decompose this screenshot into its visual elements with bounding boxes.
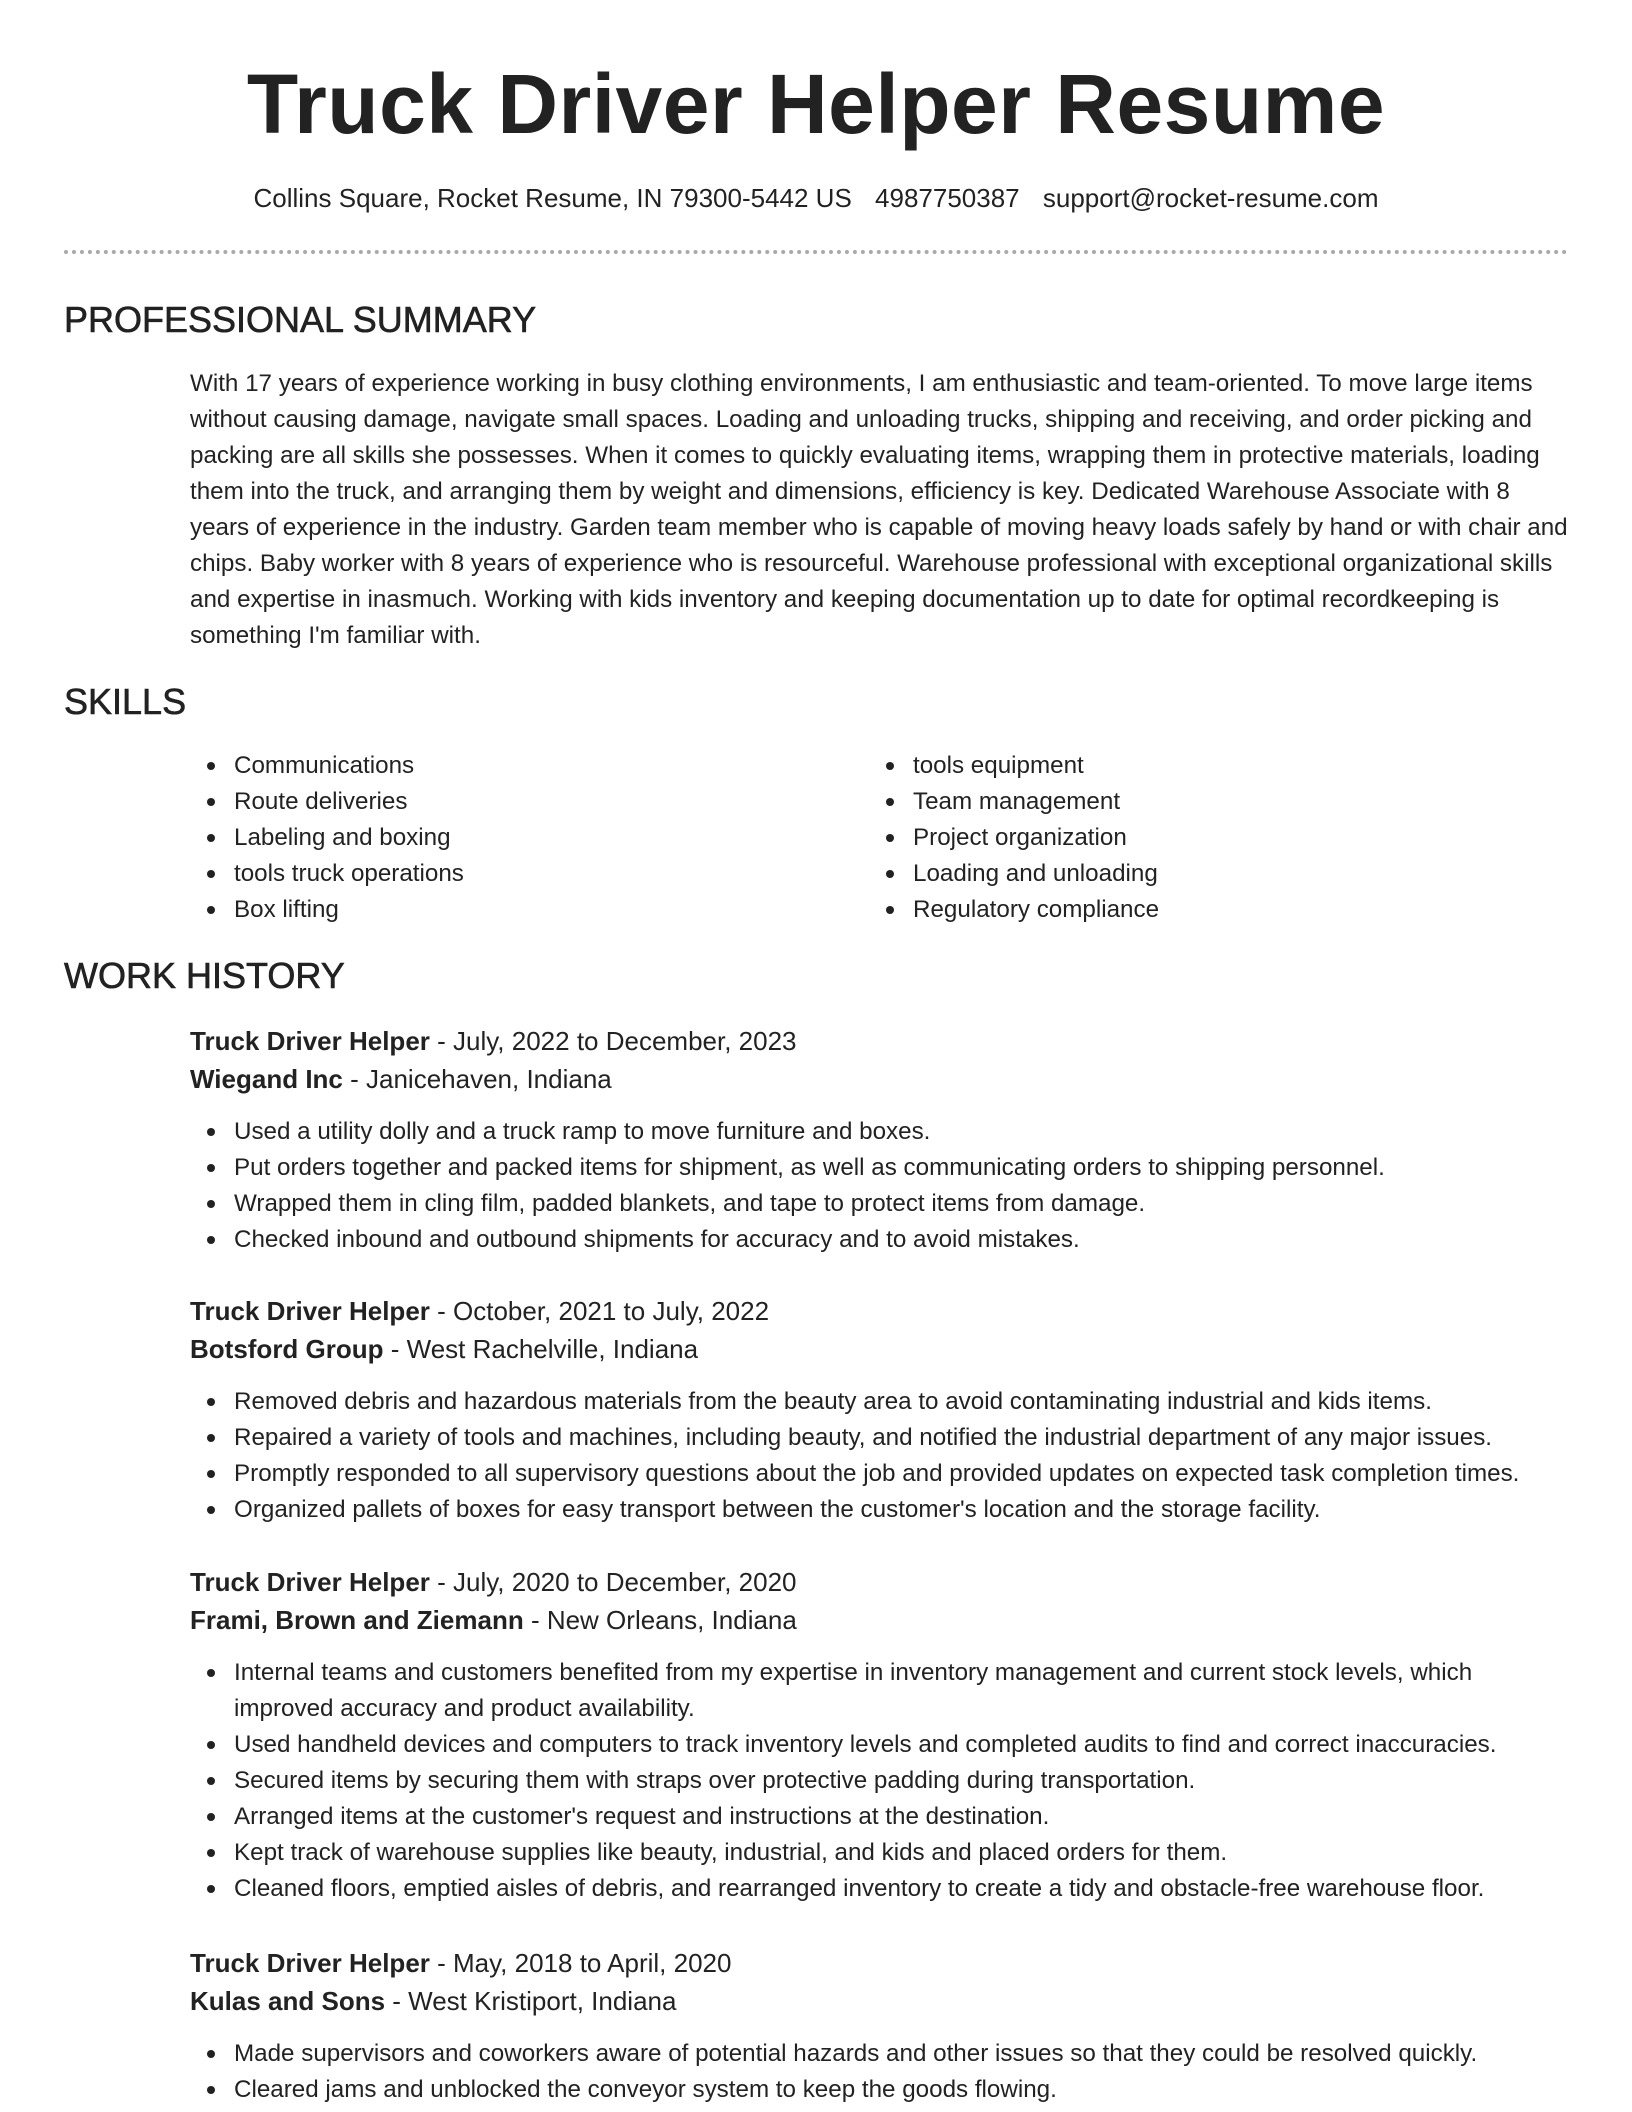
job-dates: - July, 2022 to December, 2023: [429, 1026, 797, 1056]
job-location: - New Orleans, Indiana: [523, 1605, 797, 1635]
job-dates: - May, 2018 to April, 2020: [429, 1948, 732, 1978]
job-title-line: [190, 1292, 1570, 1330]
job-title: Truck Driver Helper: [190, 1567, 430, 1597]
skill-item: Loading and unloading: [869, 856, 1509, 892]
job-entry: [190, 1944, 1570, 2108]
job-duty: Checked inbound and outbound shipments for accuracy and to avoid mistakes.: [190, 1222, 1570, 1258]
job-duty: Secured items by securing them with straps over protective padding during transportation.: [190, 1763, 1570, 1799]
job-location: - West Rachelville, Indiana: [383, 1334, 699, 1364]
job-location: - West Kristiport, Indiana: [385, 1986, 677, 2016]
skill-item: Communications: [190, 748, 830, 784]
job-company-line: [190, 1330, 1570, 1368]
skill-item: Project organization: [869, 820, 1509, 856]
job-duty: Organized pallets of boxes for easy transport between the customer's location and the storage facility.: [190, 1492, 1570, 1528]
job-company: Kulas and Sons: [190, 1986, 386, 2016]
skills-list-right: [869, 748, 1509, 928]
job-duties: [190, 2036, 1570, 2108]
skill-item: Labeling and boxing: [190, 820, 830, 856]
skill-item: tools equipment: [869, 748, 1509, 784]
skill-item: Regulatory compliance: [869, 892, 1509, 928]
job-duty: Cleaned floors, emptied aisles of debris, and rearranged inventory to create a tidy and obstacle-free warehouse floor.: [190, 1871, 1570, 1907]
contact-address: Collins Square, Rocket Resume, IN 79300-5442 US: [253, 183, 852, 213]
job-company: Frami, Brown and Ziemann: [190, 1605, 524, 1635]
job-duties: [190, 1384, 1570, 1528]
job-title: Truck Driver Helper: [190, 1296, 430, 1326]
skill-item: tools truck operations: [190, 856, 830, 892]
job-duty: Arranged items at the customer's request and instructions at the destination.: [190, 1799, 1570, 1835]
job-duties: [190, 1655, 1570, 1907]
job-duty: Wrapped them in cling film, padded blankets, and tape to protect items from damage.: [190, 1186, 1570, 1222]
job-duty: Used a utility dolly and a truck ramp to move furniture and boxes.: [190, 1114, 1570, 1150]
job-dates: - July, 2020 to December, 2020: [429, 1567, 797, 1597]
skills-heading: SKILLS: [64, 681, 187, 722]
summary-heading: PROFESSIONAL SUMMARY: [64, 299, 537, 340]
job-company: Wiegand Inc: [190, 1064, 343, 1094]
job-duty: Cleared jams and unblocked the conveyor system to keep the goods flowing.: [190, 2072, 1570, 2108]
job-title: Truck Driver Helper: [190, 1026, 430, 1056]
job-title: Truck Driver Helper: [190, 1948, 430, 1978]
job-title-line: [190, 1022, 1570, 1060]
contact-line: [0, 180, 1632, 216]
skills-list-left: [190, 748, 830, 928]
summary-text: With 17 years of experience working in busy clothing environments, I am enthusiastic and team-oriented. To move large items without causing damage, navigate small spaces. Loading and unloading trucks, shipping and receiving, and order picking and packing are all skills she possesses. When it comes to quickly evaluating items, wrapping them in protective materials, loading them into the truck, and arranging them by weight and dimensions, efficiency is key. Dedicated Warehouse Associate with 8 years of experience in the industry. Garden team member who is capable of moving heavy loads safely by hand or with chair and chips. Baby worker with 8 years of experience who is resourceful. Warehouse professional with exceptional organizational skills and expertise in inasmuch. Working with kids inventory and keeping documentation up to date for optimal recordkeeping is something I'm familiar with.: [190, 370, 1568, 649]
header-divider: [64, 250, 1568, 254]
skill-item: Team management: [869, 784, 1509, 820]
job-company: Botsford Group: [190, 1334, 384, 1364]
skill-item: Box lifting: [190, 892, 830, 928]
job-duties: [190, 1114, 1570, 1258]
job-duty: Made supervisors and coworkers aware of potential hazards and other issues so that they could be resolved quickly.: [190, 2036, 1570, 2072]
resume-title: Truck Driver Helper Resume: [246, 57, 1386, 151]
job-duty: Put orders together and packed items for shipment, as well as communicating orders to shipping personnel.: [190, 1150, 1570, 1186]
job-duty: Used handheld devices and computers to track inventory levels and completed audits to find and correct inaccuracies.: [190, 1727, 1570, 1763]
job-company-line: [190, 1601, 1570, 1639]
job-duty: Kept track of warehouse supplies like beauty, industrial, and kids and placed orders for them.: [190, 1835, 1570, 1871]
job-duty: Promptly responded to all supervisory questions about the job and provided updates on expected task completion times.: [190, 1456, 1570, 1492]
job-title-line: [190, 1563, 1570, 1601]
job-title-line: [190, 1944, 1570, 1982]
job-duty: Removed debris and hazardous materials from the beauty area to avoid contaminating industrial and kids items.: [190, 1384, 1570, 1420]
job-company-line: [190, 1982, 1570, 2020]
job-duty: Internal teams and customers benefited from my expertise in inventory management and current stock levels, which improved accuracy and product availability.: [190, 1655, 1570, 1727]
work-history-heading: WORK HISTORY: [64, 955, 345, 996]
skill-item: Route deliveries: [190, 784, 830, 820]
contact-phone: 4987750387: [875, 183, 1020, 213]
job-entry: [190, 1563, 1570, 1907]
contact-email[interactable]: support@rocket-resume.com: [1042, 183, 1379, 213]
job-duty: Repaired a variety of tools and machines, including beauty, and notified the industrial department of any major issues.: [190, 1420, 1570, 1456]
job-company-line: [190, 1060, 1570, 1098]
job-location: - Janicehaven, Indiana: [342, 1064, 612, 1094]
job-dates: - October, 2021 to July, 2022: [429, 1296, 770, 1326]
job-entry: [190, 1292, 1570, 1528]
job-entry: [190, 1022, 1570, 1258]
